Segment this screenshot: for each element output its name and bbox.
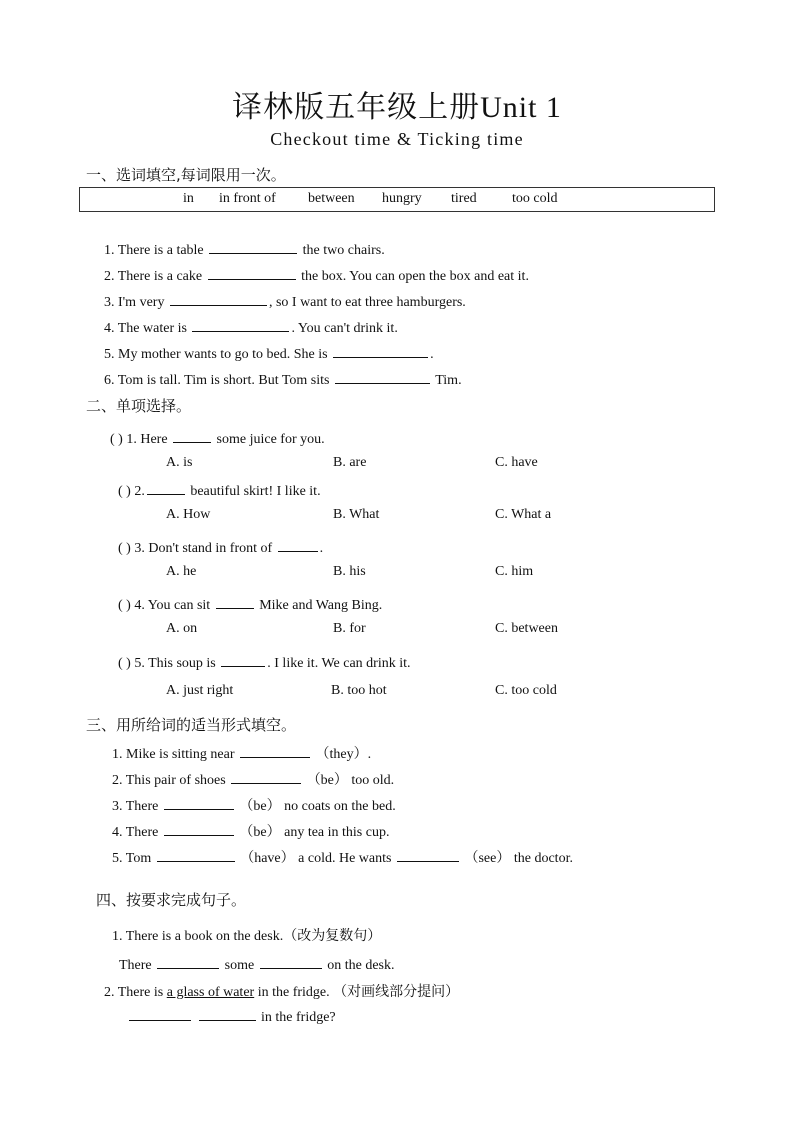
question-text: 5. This soup is [134, 656, 216, 671]
option-b[interactable]: B. too hot [331, 683, 387, 698]
option-c[interactable]: C. have [495, 455, 538, 470]
word-hint: （have） [240, 851, 295, 866]
question-text: Mike and Wang Bing. [259, 598, 383, 613]
option-a[interactable]: A. just right [166, 683, 234, 698]
question-item [104, 266, 529, 285]
answer-blank [173, 429, 211, 443]
word-hint: （see） [464, 851, 511, 866]
answer-blank[interactable] [208, 266, 296, 280]
answer-text: There [119, 958, 152, 973]
answer-blank[interactable] [164, 796, 234, 810]
question-text: 3. There [112, 799, 159, 814]
word-hint: （they） [315, 747, 368, 762]
question-text: 4. The water is [104, 321, 187, 336]
question-item [104, 370, 462, 389]
word-bank-item: too cold [512, 191, 558, 206]
answer-blank[interactable] [240, 744, 310, 758]
page-title: 译林版五年级上册Unit 1 [232, 91, 562, 124]
answer-blank[interactable] [129, 1007, 191, 1021]
choice-question [110, 429, 325, 448]
word-hint: （be） [239, 825, 281, 840]
question-text: in the fridge. （对画线部分提问） [257, 985, 460, 1000]
question-text: 1. There is a table [104, 243, 204, 258]
question-item [112, 769, 394, 789]
answer-paren[interactable]: ( ) [110, 432, 123, 447]
answer-blank[interactable] [157, 848, 235, 862]
answer-blank [221, 653, 265, 667]
option-b[interactable]: B. for [333, 621, 366, 636]
choice-question [118, 595, 382, 614]
question-text: Tim. [435, 373, 462, 388]
question-text: no coats on the bed. [284, 799, 396, 814]
option-b[interactable]: B. What [333, 507, 380, 522]
answer-blank[interactable] [192, 318, 289, 332]
question-text: the box. You can open the box and eat it. [301, 269, 529, 284]
question-text: . [319, 541, 324, 556]
option-c[interactable]: C. too cold [495, 683, 557, 698]
answer-text: on the desk. [327, 958, 395, 973]
question-item [112, 821, 389, 841]
question-item: 1. There is a book on the desk.（改为复数句） [112, 929, 382, 944]
question-text: 2. There is a cake [104, 269, 203, 284]
question-text: . [430, 347, 434, 362]
question-text: the doctor. [513, 851, 573, 866]
answer-blank[interactable] [170, 292, 267, 306]
option-a[interactable]: A. is [166, 455, 193, 470]
option-a[interactable]: A. on [166, 621, 198, 636]
word-hint: （be） [239, 799, 281, 814]
answer-paren[interactable]: ( ) [118, 598, 131, 613]
question-item [104, 318, 398, 337]
question-text: the two chairs. [302, 243, 385, 258]
section-heading-3: 三、用所给词的适当形式填空。 [86, 716, 297, 734]
question-text: 2. This pair of shoes [112, 773, 226, 788]
question-text: any tea in this cup. [284, 825, 390, 840]
answer-blank[interactable] [333, 344, 428, 358]
section-heading-1: 一、选词填空,每词限用一次。 [86, 166, 286, 184]
question-item [104, 292, 466, 311]
question-text: some juice for you. [216, 432, 325, 447]
question-text: 4. You can sit [134, 598, 211, 613]
question-text: . You can't drink it. [291, 321, 398, 336]
question-text: a cold. He wants [298, 851, 392, 866]
word-bank-item: hungry [382, 191, 422, 206]
question-item [112, 795, 396, 815]
question-item [112, 847, 573, 867]
answer-paren[interactable]: ( ) [118, 541, 131, 556]
question-item [104, 981, 459, 1001]
answer-text: in the fridge? [261, 1010, 336, 1025]
option-b[interactable]: B. his [333, 564, 366, 579]
word-bank-item: in front of [219, 191, 276, 206]
question-text: 5. Tom [112, 851, 152, 866]
question-text: , so I want to eat three hamburgers. [268, 295, 466, 310]
answer-blank [147, 481, 185, 495]
word-bank-item: between [308, 191, 355, 206]
answer-blank[interactable] [231, 770, 301, 784]
question-text: 1. Mike is sitting near [112, 747, 235, 762]
question-item [112, 743, 371, 763]
page-subtitle: Checkout time & Ticking time [270, 129, 524, 149]
section-heading-4: 四、按要求完成句子。 [96, 891, 247, 909]
question-text: 2. [134, 484, 145, 499]
word-bank-item: tired [451, 191, 477, 206]
word-bank-item: in [183, 191, 194, 206]
question-item [104, 344, 434, 363]
answer-blank[interactable] [164, 822, 234, 836]
answer-text: some [224, 958, 255, 973]
question-text: . I like it. We can drink it. [267, 656, 411, 671]
question-text: 5. My mother wants to go to bed. She is [104, 347, 328, 362]
option-c[interactable]: C. between [495, 621, 558, 636]
question-text: too old. [351, 773, 395, 788]
question-text: 6. Tom is tall. Tim is short. But Tom sits [104, 373, 330, 388]
option-c[interactable]: C. him [495, 564, 534, 579]
answer-line [127, 1007, 336, 1026]
answer-blank[interactable] [199, 1007, 256, 1021]
answer-blank[interactable] [157, 955, 219, 969]
answer-blank[interactable] [260, 955, 322, 969]
answer-blank [216, 595, 254, 609]
question-text: 2. There is [104, 985, 164, 1000]
answer-blank[interactable] [397, 848, 459, 862]
word-hint: （be） [306, 773, 348, 788]
choice-question [118, 538, 323, 557]
answer-line [119, 955, 394, 974]
option-a[interactable]: A. he [166, 564, 197, 579]
answer-paren[interactable]: ( ) [118, 656, 131, 671]
option-a[interactable]: A. How [166, 507, 211, 522]
option-c[interactable]: C. What a [495, 507, 552, 522]
question-text: 1. Here [126, 432, 168, 447]
question-text: 3. Don't stand in front of [134, 541, 273, 556]
answer-paren[interactable]: ( ) [118, 484, 131, 499]
answer-blank [278, 538, 318, 552]
question-text: beautiful skirt! I like it. [190, 484, 321, 499]
question-item [104, 240, 385, 259]
question-text: . [367, 747, 372, 762]
choice-question [118, 481, 321, 500]
word-bank-box [79, 187, 715, 212]
answer-blank[interactable] [335, 370, 430, 384]
option-b[interactable]: B. are [333, 455, 367, 470]
underlined-phrase: a glass of water [166, 985, 255, 1000]
choice-question [118, 653, 411, 672]
answer-blank[interactable] [209, 240, 297, 254]
question-text: 4. There [112, 825, 159, 840]
section-heading-2: 二、单项选择。 [86, 397, 192, 415]
question-text: 3. I'm very [104, 295, 165, 310]
